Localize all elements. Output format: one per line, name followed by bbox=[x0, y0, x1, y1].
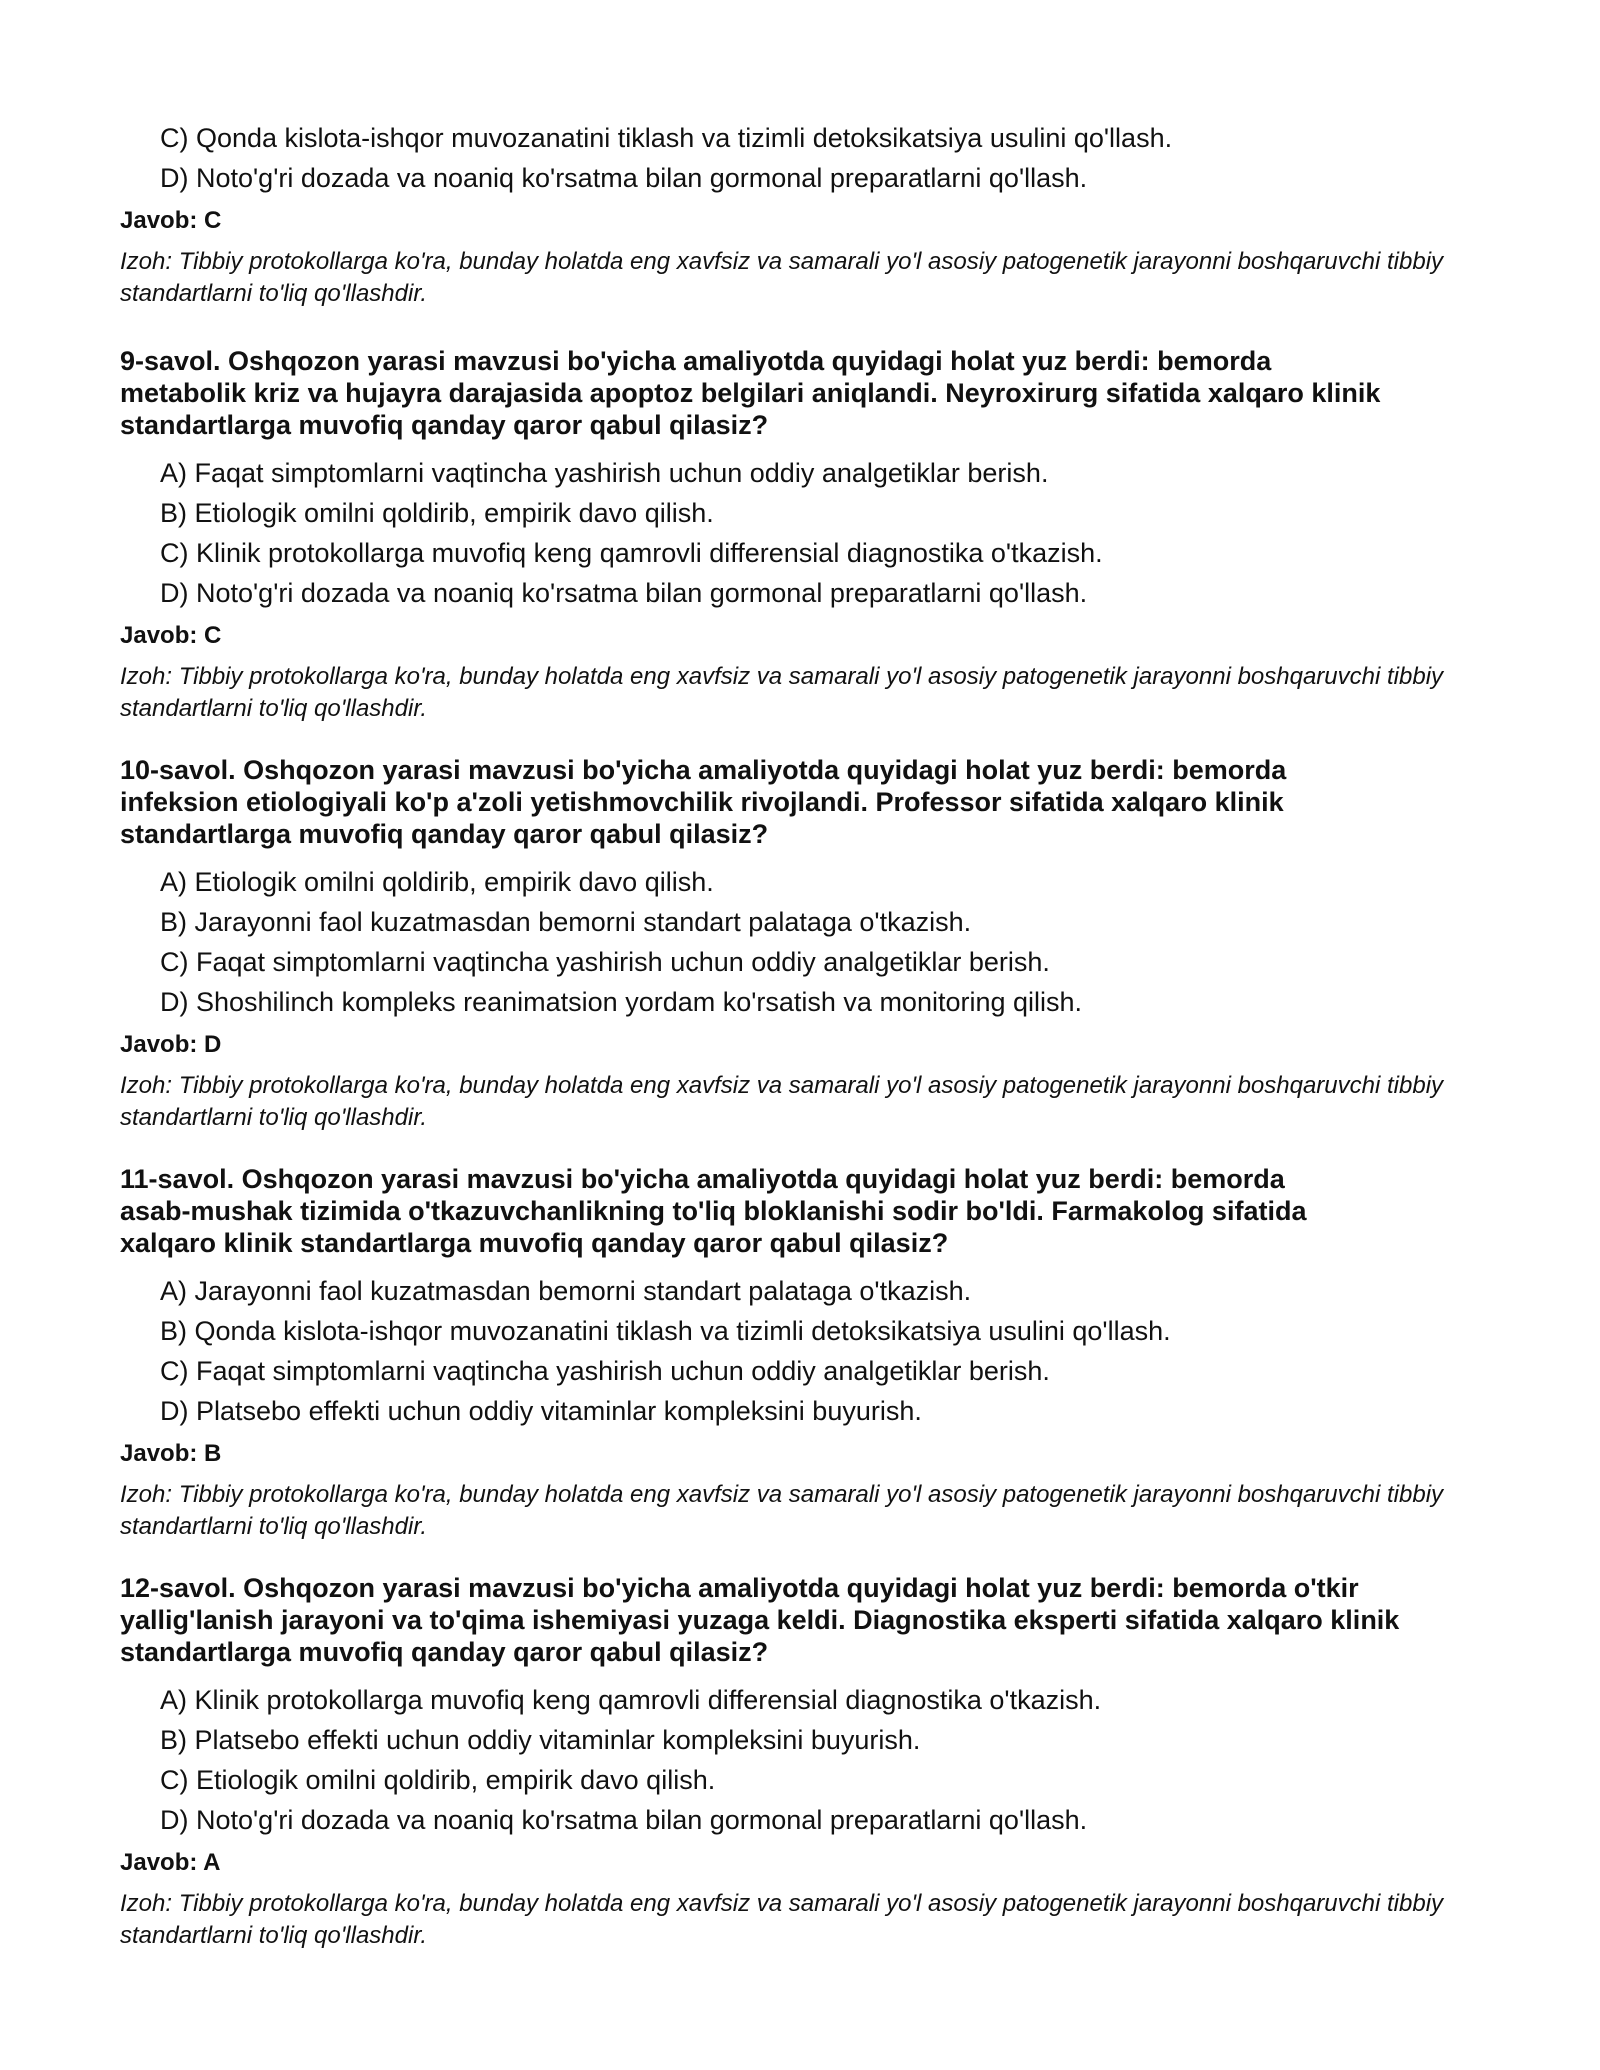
question-line: standartlarga muvofiq qanday qaror qabul qilasiz? bbox=[120, 410, 769, 440]
question-line: yallig'lanish jarayoni va to'qima ishemiyasi yuzaga keldi. Diagnostika eksperti sifatida xalqaro klinik bbox=[120, 1605, 1400, 1635]
option-c: C) Qonda kislota-ishqor muvozanatini tiklash va tizimli detoksikatsiya usulini qo'llash. bbox=[160, 123, 1173, 153]
question-text bbox=[120, 754, 1490, 850]
question-block-partial bbox=[120, 118, 1490, 310]
question-line: metabolik kriz va hujayra darajasida apoptoz belgilari aniqlandi. Neyroxirurg sifatida xalqaro klinik bbox=[120, 378, 1381, 408]
option-b: B) Jarayonni faol kuzatmasdan bemorni standart palataga o'tkazish. bbox=[160, 907, 972, 937]
answer-label: Javob: C bbox=[120, 207, 222, 234]
question-block-11 bbox=[120, 1163, 1490, 1543]
explanation-note: Izoh: Tibbiy protokollarga ko'ra, bunday holatda eng xavfsiz va samarali yo'l asosiy patogenetik jarayonni boshqaruvchi tibbiy standartlarni to'liq qo'llashdir. bbox=[120, 1890, 1444, 1949]
question-line: xalqaro klinik standartlarga muvofiq qanday qaror qabul qilasiz? bbox=[120, 1228, 949, 1258]
option-d: D) Noto'g'ri dozada va noaniq ko'rsatma bilan gormonal preparatlarni qo'llash. bbox=[160, 1805, 1088, 1835]
option-b: B) Etiologik omilni qoldirib, empirik davo qilish. bbox=[160, 498, 714, 528]
option-d: D) Noto'g'ri dozada va noaniq ko'rsatma bilan gormonal preparatlarni qo'llash. bbox=[160, 578, 1088, 608]
explanation-note: Izoh: Tibbiy protokollarga ko'ra, bunday holatda eng xavfsiz va samarali yo'l asosiy patogenetik jarayonni boshqaruvchi tibbiy standartlarni to'liq qo'llashdir. bbox=[120, 1072, 1444, 1131]
options-list bbox=[120, 118, 1490, 198]
options-list bbox=[120, 453, 1490, 613]
question-line: asab-mushak tizimida o'tkazuvchanlikning to'liq bloklanishi sodir bo'ldi. Farmakolog sifatida bbox=[120, 1196, 1307, 1226]
option-c: C) Faqat simptomlarni vaqtincha yashirish uchun oddiy analgetiklar berish. bbox=[160, 1356, 1050, 1386]
answer-label: Javob: B bbox=[120, 1440, 222, 1467]
option-a: A) Jarayonni faol kuzatmasdan bemorni standart palataga o'tkazish. bbox=[160, 1276, 972, 1306]
question-block-9 bbox=[120, 345, 1490, 725]
option-c: C) Faqat simptomlarni vaqtincha yashirish uchun oddiy analgetiklar berish. bbox=[160, 947, 1050, 977]
option-c: C) Etiologik omilni qoldirib, empirik davo qilish. bbox=[160, 1765, 716, 1795]
options-list bbox=[120, 1271, 1490, 1431]
question-line: 12-savol. Oshqozon yarasi mavzusi bo'yicha amaliyotda quyidagi holat yuz berdi: bemorda o'tkir bbox=[120, 1573, 1359, 1603]
question-text bbox=[120, 345, 1490, 441]
question-line: 9-savol. Oshqozon yarasi mavzusi bo'yicha amaliyotda quyidagi holat yuz berdi: bemorda bbox=[120, 346, 1272, 376]
question-line: 11-savol. Oshqozon yarasi mavzusi bo'yicha amaliyotda quyidagi holat yuz berdi: bemorda bbox=[120, 1164, 1285, 1194]
option-d: D) Noto'g'ri dozada va noaniq ko'rsatma bilan gormonal preparatlarni qo'llash. bbox=[160, 163, 1088, 193]
option-a: A) Klinik protokollarga muvofiq keng qamrovli differensial diagnostika o'tkazish. bbox=[160, 1685, 1102, 1715]
question-text bbox=[120, 1572, 1490, 1668]
answer-label: Javob: D bbox=[120, 1031, 222, 1058]
question-line: standartlarga muvofiq qanday qaror qabul qilasiz? bbox=[120, 819, 769, 849]
answer-label: Javob: A bbox=[120, 1849, 221, 1876]
question-block-12 bbox=[120, 1572, 1490, 1952]
explanation-note: Izoh: Tibbiy protokollarga ko'ra, bunday holatda eng xavfsiz va samarali yo'l asosiy patogenetik jarayonni boshqaruvchi tibbiy standartlarni to'liq qo'llashdir. bbox=[120, 663, 1444, 722]
option-d: D) Platsebo effekti uchun oddiy vitaminlar kompleksini buyurish. bbox=[160, 1396, 922, 1426]
explanation-note: Izoh: Tibbiy protokollarga ko'ra, bunday holatda eng xavfsiz va samarali yo'l asosiy patogenetik jarayonni boshqaruvchi tibbiy standartlarni to'liq qo'llashdir. bbox=[120, 1481, 1444, 1540]
options-list bbox=[120, 1680, 1490, 1840]
question-block-10 bbox=[120, 754, 1490, 1134]
option-b: B) Qonda kislota-ishqor muvozanatini tiklash va tizimli detoksikatsiya usulini qo'llash. bbox=[160, 1316, 1171, 1346]
options-list bbox=[120, 862, 1490, 1022]
question-line: standartlarga muvofiq qanday qaror qabul qilasiz? bbox=[120, 1637, 769, 1667]
question-line: infeksion etiologiyali ko'p a'zoli yetishmovchilik rivojlandi. Professor sifatida xalqaro klinik bbox=[120, 787, 1284, 817]
answer-label: Javob: C bbox=[120, 622, 222, 649]
option-c: C) Klinik protokollarga muvofiq keng qamrovli differensial diagnostika o'tkazish. bbox=[160, 538, 1103, 568]
option-d: D) Shoshilinch kompleks reanimatsion yordam ko'rsatish va monitoring qilish. bbox=[160, 987, 1083, 1017]
option-a: A) Etiologik omilni qoldirib, empirik davo qilish. bbox=[160, 867, 714, 897]
explanation-note: Izoh: Tibbiy protokollarga ko'ra, bunday holatda eng xavfsiz va samarali yo'l asosiy patogenetik jarayonni boshqaruvchi tibbiy standartlarni to'liq qo'llashdir. bbox=[120, 248, 1444, 307]
option-b: B) Platsebo effekti uchun oddiy vitaminlar kompleksini buyurish. bbox=[160, 1725, 921, 1755]
question-line: 10-savol. Oshqozon yarasi mavzusi bo'yicha amaliyotda quyidagi holat yuz berdi: bemorda bbox=[120, 755, 1287, 785]
option-a: A) Faqat simptomlarni vaqtincha yashirish uchun oddiy analgetiklar berish. bbox=[160, 458, 1049, 488]
question-text bbox=[120, 1163, 1490, 1259]
